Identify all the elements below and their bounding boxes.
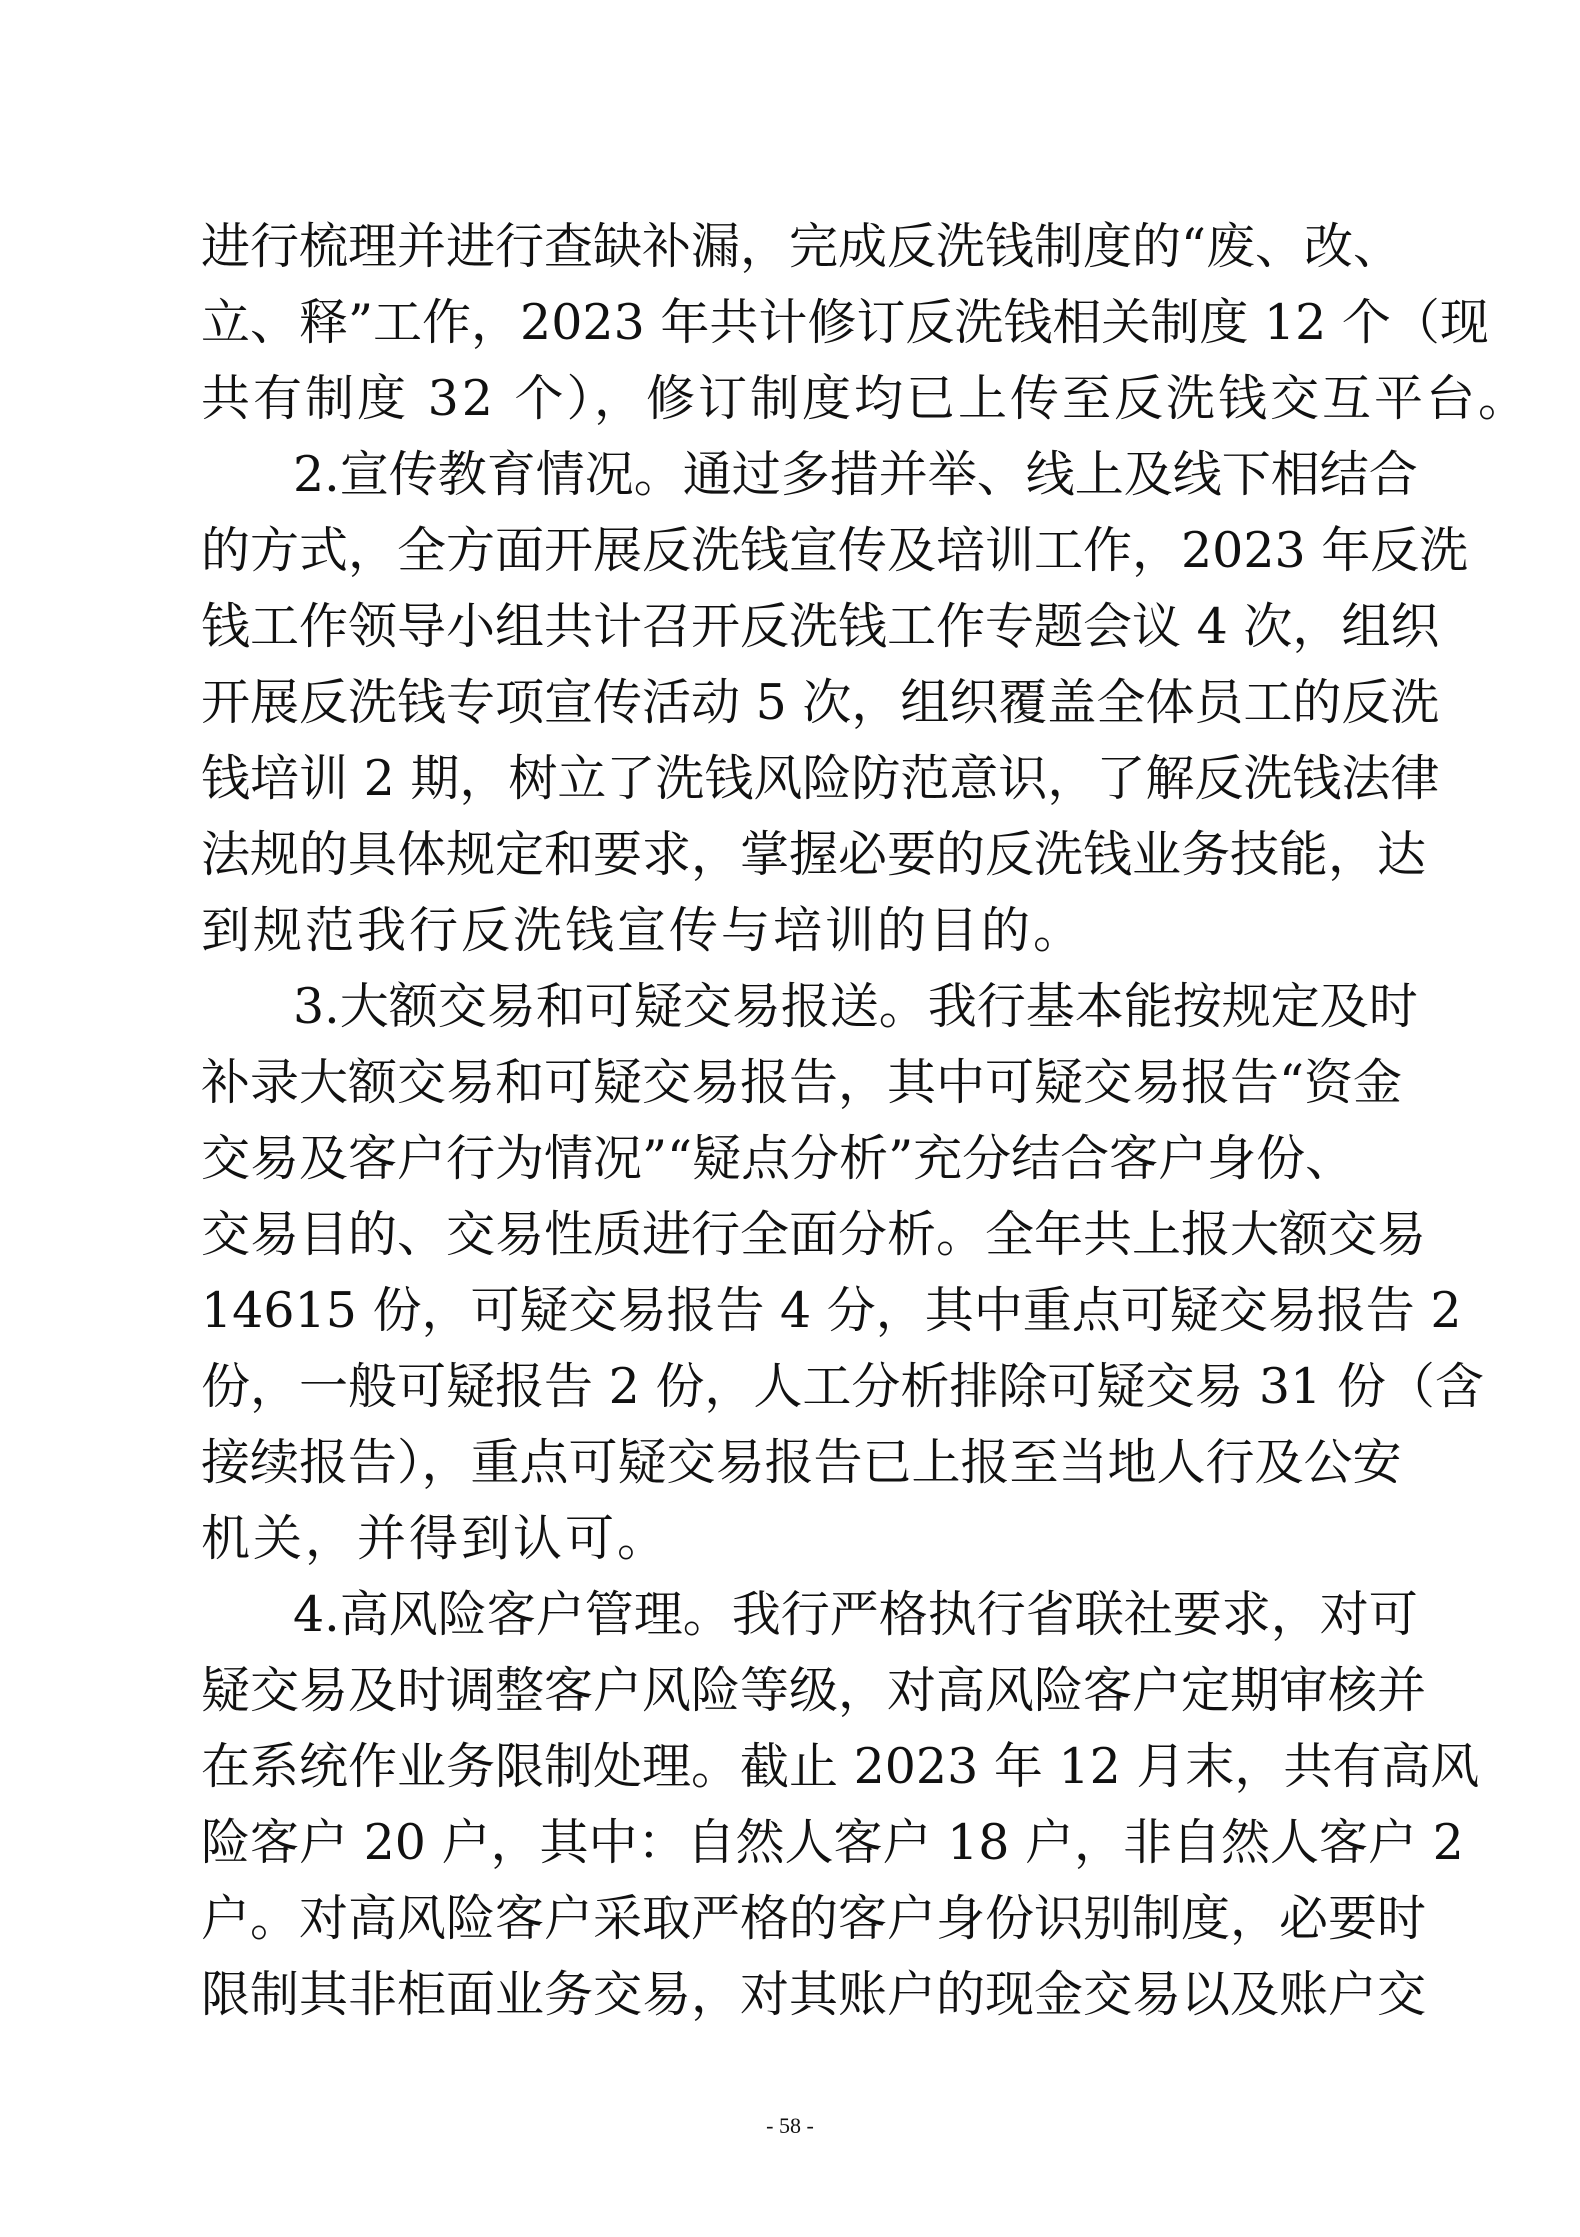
- text-line: 共有制度 32 个），修订制度均已上传至反洗钱交互平台。: [201, 370, 1531, 427]
- text-line: 险客户 20 户，其中：自然人客户 18 户，非自然人客户 2: [201, 1814, 1464, 1871]
- text-line: 机关，并得到认可。: [201, 1510, 670, 1567]
- paragraph-heading-line: 4.高风险客户管理。我行严格执行省联社要求，对可: [293, 1586, 1418, 1643]
- text-line: 交易及客户行为情况”“疑点分析”充分结合客户身份、: [201, 1130, 1355, 1187]
- text-line: 14615 份，可疑交易报告 4 分，其中重点可疑交易报告 2: [201, 1282, 1462, 1339]
- text-line: 立、释”工作，2023 年共计修订反洗钱相关制度 12 个（现: [201, 294, 1489, 351]
- text-line: 到规范我行反洗钱宣传与培训的目的。: [201, 902, 1086, 959]
- text-line: 在系统作业务限制处理。截止 2023 年 12 月末，共有高风: [201, 1738, 1480, 1795]
- paragraph-heading-line: 2.宣传教育情况。通过多措并举、线上及线下相结合: [293, 446, 1418, 503]
- text-line: 的方式，全方面开展反洗钱宣传及培训工作，2023 年反洗: [201, 522, 1469, 579]
- text-line: 钱培训 2 期，树立了洗钱风险防范意识，了解反洗钱法律: [201, 750, 1440, 807]
- text-line: 交易目的、交易性质进行全面分析。全年共上报大额交易: [201, 1206, 1427, 1263]
- page-number: - 58 -: [766, 2113, 814, 2138]
- text-line: 开展反洗钱专项宣传活动 5 次，组织覆盖全体员工的反洗: [201, 674, 1440, 731]
- text-line: 户。对高风险客户采取严格的客户身份识别制度，必要时: [201, 1890, 1427, 1947]
- text-line: 接续报告），重点可疑交易报告已上报至当地人行及公安: [201, 1434, 1402, 1491]
- text-line: 份，一般可疑报告 2 份，人工分析排除可疑交易 31 份（含: [201, 1358, 1484, 1415]
- text-line: 疑交易及时调整客户风险等级，对高风险客户定期审核并: [201, 1662, 1427, 1719]
- text-line: 法规的具体规定和要求，掌握必要的反洗钱业务技能，达: [201, 826, 1427, 883]
- text-line: 钱工作领导小组共计召开反洗钱工作专题会议 4 次，组织: [201, 598, 1440, 655]
- paragraph-heading-line: 3.大额交易和可疑交易报送。我行基本能按规定及时: [293, 978, 1418, 1035]
- text-line: 补录大额交易和可疑交易报告，其中可疑交易报告“资金: [201, 1054, 1403, 1111]
- text-line: 限制其非柜面业务交易，对其账户的现金交易以及账户交: [201, 1966, 1427, 2023]
- text-line: 进行梳理并进行查缺补漏，完成反洗钱制度的“废、改、: [201, 218, 1403, 275]
